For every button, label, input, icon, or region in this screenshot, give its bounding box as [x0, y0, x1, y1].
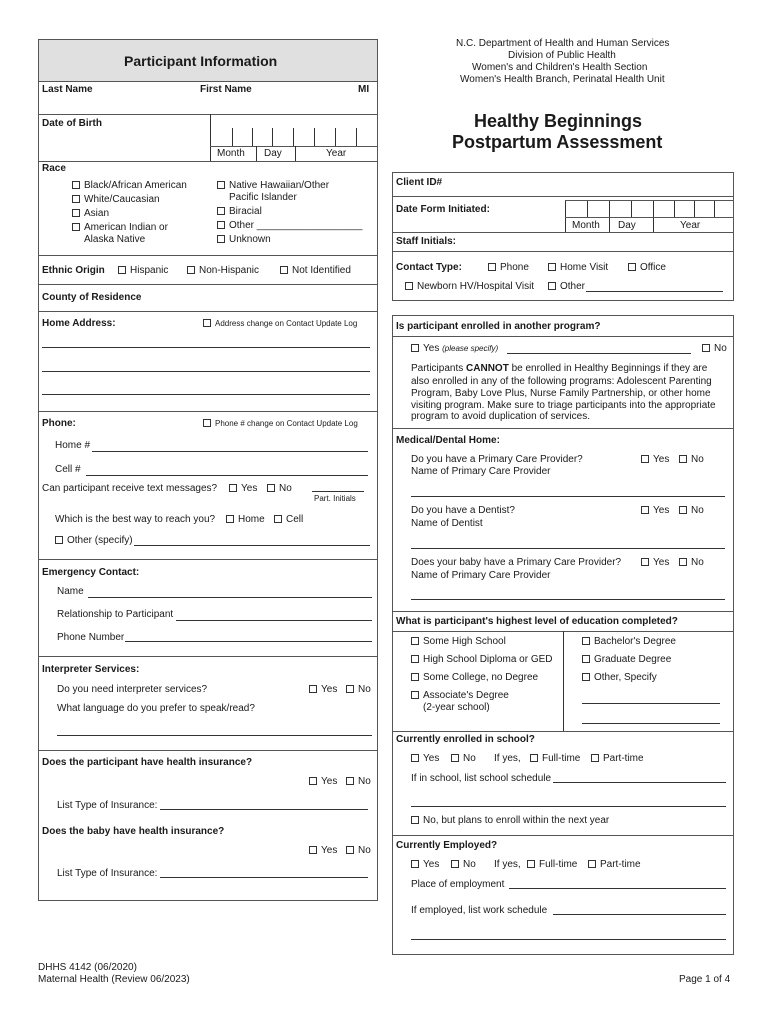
employment-if-yes-label: If yes,: [494, 859, 521, 870]
dob-label: Date of Birth: [42, 118, 102, 129]
employment-parttime-option[interactable]: Part-time: [588, 859, 641, 870]
race-asian-option[interactable]: Asian: [72, 208, 109, 219]
school-if-yes-label: If yes,: [494, 753, 521, 764]
insurance-type-field[interactable]: [160, 809, 368, 810]
race-white-option[interactable]: White/Caucasian: [72, 194, 160, 205]
pcp-name-label: Name of Primary Care Provider: [411, 466, 551, 477]
emergency-phone-field[interactable]: [125, 641, 372, 642]
dob-field[interactable]: [212, 126, 376, 146]
date-initiated-label: Date Form Initiated:: [396, 204, 490, 215]
race-other-option[interactable]: Other ___________________: [217, 220, 362, 231]
staff-initials-label: Staff Initials:: [396, 236, 457, 247]
school-no-option[interactable]: No: [451, 753, 476, 764]
emergency-name-label: Name: [57, 586, 84, 597]
race-native-option[interactable]: Native Hawaiian/Other: [217, 180, 329, 191]
baby-pcp-name-label: Name of Primary Care Provider: [411, 570, 551, 581]
relationship-field[interactable]: [176, 620, 372, 621]
baby-insurance-question: Does the baby have health insurance?: [42, 826, 225, 837]
interpreter-label: Interpreter Services:: [42, 664, 140, 675]
address-line-2[interactable]: [42, 371, 370, 372]
school-schedule-field-2[interactable]: [411, 806, 726, 807]
agency-line-4: Women's Health Branch, Perinatal Health Unit: [460, 74, 665, 85]
ethnic-nonhispanic-option[interactable]: Non-Hispanic: [187, 265, 259, 276]
form-title-line-2: Postpartum Assessment: [452, 132, 663, 152]
edu-bachelors-option[interactable]: Bachelor's Degree: [582, 636, 676, 647]
program-no-option[interactable]: No: [702, 343, 727, 354]
date-initiated-field[interactable]: [566, 201, 733, 217]
insurance-question: Does the participant have health insurance?: [42, 757, 253, 768]
program-note-line-1: Participants CANNOT be enrolled in Healthy Beginnings if they are: [411, 363, 708, 374]
program-note-line-3: Program, Baby Love Plus, Nurse Family Partnership, or other home: [411, 388, 711, 399]
race-amind-option[interactable]: American Indian or: [72, 222, 168, 233]
relationship-label: Relationship to Participant: [57, 609, 174, 620]
form-title-line-1: Healthy Beginnings: [474, 111, 643, 131]
baby-pcp-no-option[interactable]: No: [679, 557, 704, 568]
school-question: Currently enrolled in school?: [396, 734, 535, 745]
race-biracial-option[interactable]: Biracial: [217, 206, 262, 217]
baby-insurance-type-field[interactable]: [160, 877, 368, 878]
edu-graduate-option[interactable]: Graduate Degree: [582, 654, 671, 665]
client-id-label: Client ID#: [396, 177, 443, 188]
reach-other-option[interactable]: Other (specify): [55, 535, 133, 546]
home-phone-field[interactable]: [92, 451, 368, 452]
race-native-line2: Pacific Islander: [229, 192, 297, 203]
date-day-label: Day: [618, 220, 636, 231]
home-phone-label: Home #: [55, 440, 91, 451]
insurance-yes-option[interactable]: Yes: [309, 776, 337, 787]
employment-place-field[interactable]: [509, 888, 726, 889]
edu-other-option[interactable]: Other, Specify: [582, 672, 657, 683]
employment-question: Currently Employed?: [396, 840, 498, 851]
cell-phone-field[interactable]: [86, 475, 368, 476]
home-address-label: Home Address:: [42, 318, 116, 329]
baby-pcp-question: Does your baby have a Primary Care Provider?: [411, 557, 622, 568]
last-name-label: Last Name: [42, 84, 93, 95]
dentist-yes-option[interactable]: Yes: [641, 505, 669, 516]
contact-other-option[interactable]: Other: [548, 281, 585, 292]
school-yes-option[interactable]: Yes: [411, 753, 439, 764]
first-name-label: First Name: [200, 84, 252, 95]
employment-fulltime-option[interactable]: Full-time: [527, 859, 577, 870]
mi-label: MI: [358, 84, 370, 95]
other-program-question: Is participant enrolled in another program?: [396, 321, 601, 332]
baby-pcp-name-field[interactable]: [411, 599, 725, 600]
reach-cell-option[interactable]: Cell: [274, 514, 303, 525]
date-month-label: Month: [572, 220, 600, 231]
dob-day-label: Day: [264, 148, 282, 159]
reach-home-option[interactable]: Home: [226, 514, 265, 525]
reach-other-field[interactable]: [134, 545, 370, 546]
school-fulltime-option[interactable]: Full-time: [530, 753, 580, 764]
phone-label: Phone:: [42, 418, 76, 429]
participant-info-title: Participant Information: [124, 53, 278, 69]
program-yes-option[interactable]: Yes (please specify): [411, 343, 498, 354]
education-question: What is participant's highest level of education completed?: [396, 616, 678, 627]
county-label: County of Residence: [42, 292, 142, 303]
form-number: DHHS 4142 (06/2020): [38, 962, 137, 973]
text-messages-question: Can participant receive text messages?: [42, 483, 218, 494]
emergency-contact-label: Emergency Contact:: [42, 567, 140, 578]
ethnic-hispanic-option[interactable]: Hispanic: [118, 265, 168, 276]
pcp-question: Do you have a Primary Care Provider?: [411, 454, 583, 465]
race-amind-line2: Alaska Native: [84, 234, 146, 245]
contact-type-label: Contact Type:: [396, 262, 462, 273]
address-line-3[interactable]: [42, 394, 370, 395]
interpreter-no-option[interactable]: No: [346, 684, 371, 695]
work-schedule-field[interactable]: [553, 914, 726, 915]
baby-pcp-yes-option[interactable]: Yes: [641, 557, 669, 568]
employment-place-label: Place of employment: [411, 879, 505, 890]
baby-insurance-no-option[interactable]: No: [346, 845, 371, 856]
part-initials-field[interactable]: [312, 491, 364, 492]
contact-office-option[interactable]: Office: [628, 262, 666, 273]
edu-other-field-2[interactable]: [582, 723, 720, 724]
program-note-line-4: visiting program. Make sure to triage participants into the appropriate: [411, 400, 716, 411]
page-number: Page 1 of 4: [679, 974, 731, 985]
dentist-name-label: Name of Dentist: [411, 518, 483, 529]
dentist-name-field[interactable]: [411, 548, 725, 549]
interpreter-question: Do you need interpreter services?: [57, 684, 208, 695]
ethnic-origin-label: Ethnic Origin: [42, 265, 105, 276]
contact-phone-option[interactable]: Phone: [488, 262, 529, 273]
edu-some-college-option[interactable]: Some College, no Degree: [411, 672, 538, 683]
program-specify-field[interactable]: [507, 353, 691, 354]
baby-insurance-type-label: List Type of Insurance:: [57, 868, 158, 879]
school-no-plans-option[interactable]: No, but plans to enroll within the next year: [411, 815, 609, 826]
employment-no-option[interactable]: No: [451, 859, 476, 870]
school-parttime-option[interactable]: Part-time: [591, 753, 644, 764]
edu-hs-diploma-option[interactable]: High School Diploma or GED: [411, 654, 553, 665]
address-line-1[interactable]: [42, 347, 370, 348]
review-date: Maternal Health (Review 06/2023): [38, 974, 190, 985]
name-field[interactable]: [39, 96, 377, 114]
agency-line-3: Women's and Children's Health Section: [472, 62, 648, 73]
reach-question: Which is the best way to reach you?: [55, 514, 216, 525]
dentist-no-option[interactable]: No: [679, 505, 704, 516]
contact-other-field[interactable]: [586, 291, 723, 292]
pcp-no-option[interactable]: No: [679, 454, 704, 465]
agency-line-2: Division of Public Health: [508, 50, 616, 61]
emergency-name-field[interactable]: [88, 597, 372, 598]
program-note-line-5: program to avoid duplication of services.: [411, 411, 590, 422]
work-schedule-field-2[interactable]: [411, 939, 726, 940]
phone-change-checkbox[interactable]: Phone # change on Contact Update Log: [203, 419, 358, 428]
dob-month-label: Month: [217, 148, 245, 159]
school-schedule-label: If in school, list school schedule: [411, 773, 552, 784]
insurance-no-option[interactable]: No: [346, 776, 371, 787]
agency-line-1: N.C. Department of Health and Human Services: [456, 38, 670, 49]
date-year-label: Year: [680, 220, 701, 231]
emergency-phone-label: Phone Number: [57, 632, 125, 643]
ethnic-notidentified-option[interactable]: Not Identified: [280, 265, 351, 276]
language-field[interactable]: [57, 735, 372, 736]
contact-homevisit-option[interactable]: Home Visit: [548, 262, 608, 273]
employment-yes-option[interactable]: Yes: [411, 859, 439, 870]
edu-some-hs-option[interactable]: Some High School: [411, 636, 506, 647]
program-note-line-2: also enrolled in any of the following programs: Adolescent Parenting: [411, 376, 712, 387]
edu-other-field-1[interactable]: [582, 703, 720, 704]
baby-insurance-yes-option[interactable]: Yes: [309, 845, 337, 856]
contact-newborn-option[interactable]: Newborn HV/Hospital Visit: [405, 281, 534, 292]
insurance-type-label: List Type of Insurance:: [57, 800, 158, 811]
work-schedule-label: If employed, list work schedule: [411, 905, 548, 916]
dob-year-label: Year: [326, 148, 347, 159]
text-no-option[interactable]: No: [267, 483, 292, 494]
cell-phone-label: Cell #: [55, 464, 81, 475]
race-label: Race: [42, 163, 66, 174]
text-yes-option[interactable]: Yes: [229, 483, 257, 494]
part-initials-label: Part. Initials: [314, 494, 356, 503]
pcp-yes-option[interactable]: Yes: [641, 454, 669, 465]
address-change-checkbox[interactable]: Address change on Contact Update Log: [203, 319, 357, 328]
participant-info-panel: [38, 39, 378, 901]
edu-associates-option[interactable]: Associate's Degree: [411, 690, 509, 701]
race-unknown-option[interactable]: Unknown: [217, 234, 271, 245]
medical-dental-label: Medical/Dental Home:: [396, 435, 500, 446]
school-schedule-field[interactable]: [553, 782, 726, 783]
language-question: What language do you prefer to speak/read?: [57, 703, 255, 714]
client-id-field[interactable]: [450, 173, 732, 195]
staff-initials-field[interactable]: [462, 233, 732, 249]
dentist-question: Do you have a Dentist?: [411, 505, 515, 516]
interpreter-yes-option[interactable]: Yes: [309, 684, 337, 695]
pcp-name-field[interactable]: [411, 496, 725, 497]
race-black-option[interactable]: Black/African American: [72, 180, 187, 191]
edu-associates-line2: (2-year school): [423, 702, 490, 713]
